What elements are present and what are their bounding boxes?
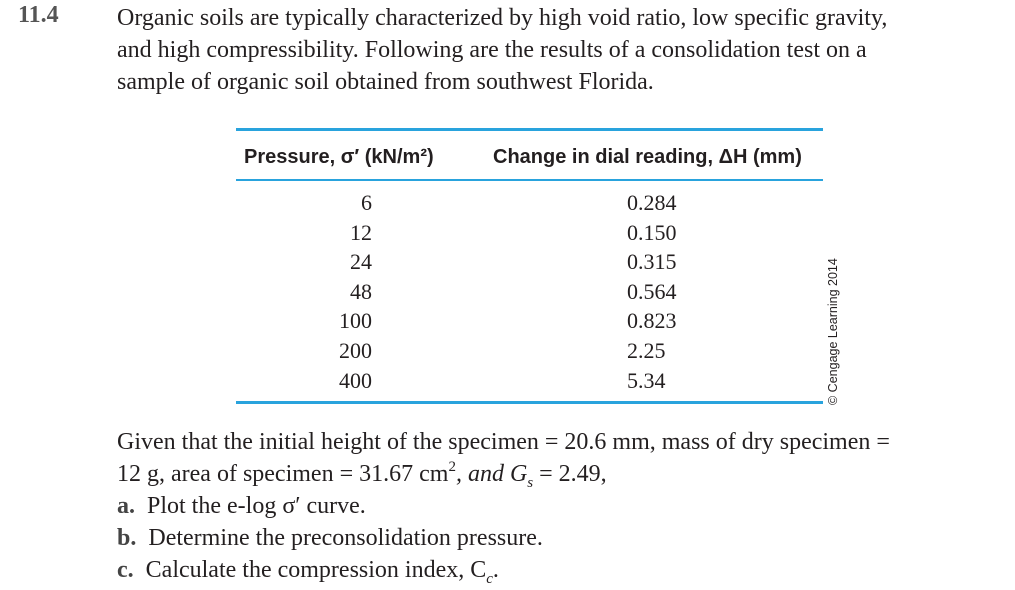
table-bottom-rule: [236, 401, 823, 404]
pressure-cell: 24: [350, 249, 372, 275]
dial-column: [627, 188, 677, 395]
pressure-cell: 400: [339, 367, 372, 393]
dial-cell: 0.284: [627, 190, 677, 215]
dial-cell: 0.315: [627, 249, 677, 275]
question-a: a. Plot the e-log σ′ curve.: [117, 493, 366, 519]
problem-statement: [117, 2, 997, 98]
table-top-rule: [236, 128, 823, 131]
header-dial-change: Change in dial reading, ΔH (mm): [493, 146, 802, 168]
table-header-rule: [236, 179, 823, 181]
problem-number: 11.4: [18, 2, 59, 28]
pressure-cell: 48: [350, 278, 372, 304]
pressure-cell: 6: [361, 190, 372, 215]
pressure-cell: 100: [339, 308, 372, 334]
dial-cell: 0.150: [627, 219, 677, 245]
question-c: c. Calculate the compression index, $C_c$.: [117, 557, 499, 587]
pressure-column: [300, 188, 372, 395]
statement-line: sample of organic soil obtained from southwest Florida.: [117, 69, 654, 95]
copyright-credit: © Cengage Learning 2014: [826, 258, 840, 405]
given-conditions: [117, 426, 890, 493]
pressure-cell: 200: [339, 337, 372, 363]
dial-cell: 2.25: [627, 337, 666, 363]
header-pressure: Pressure, σ′ (kN/m²): [244, 146, 434, 168]
dial-cell: 0.564: [627, 278, 677, 304]
dial-cell: 0.823: [627, 308, 677, 334]
given-line: Given that the initial height of the specimen = 20.6 mm, mass of dry specimen =: [117, 429, 890, 455]
dial-cell: 5.34: [627, 367, 666, 393]
statement-line: and high compressibility. Following are the results of a consolidation test on a: [117, 37, 867, 63]
given-line: 12 g, area of specimen = 31.67 $cm^2$, and $G_s = 2.49$,: [117, 459, 607, 491]
statement-line: Organic soils are typically characterized by high void ratio, low specific gravity,: [117, 5, 888, 31]
question-b: b. Determine the preconsolidation pressure.: [117, 525, 543, 551]
pressure-cell: 12: [350, 219, 372, 245]
